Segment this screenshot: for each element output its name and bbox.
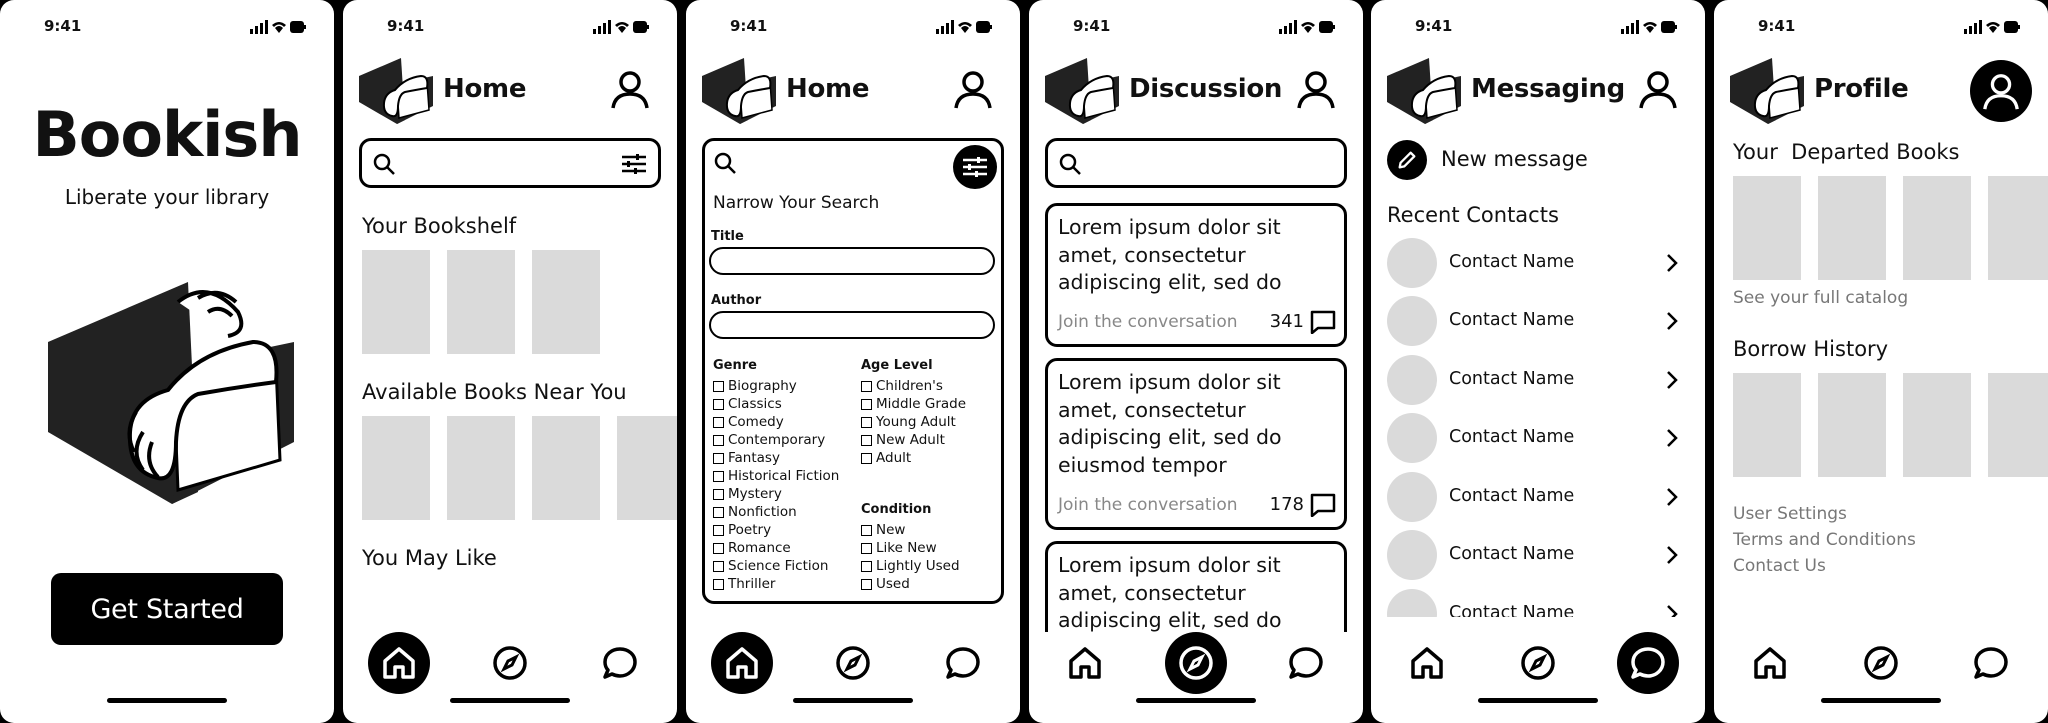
genre-option[interactable]: Romance (713, 539, 839, 557)
checkbox[interactable] (713, 399, 724, 410)
discussion-footer (1058, 308, 1336, 334)
avatar (1387, 238, 1437, 288)
home-indicator (107, 698, 227, 703)
compass-icon (1861, 643, 1901, 683)
book-tile[interactable] (1988, 176, 2048, 280)
contact-name: Contact Name (1449, 427, 1575, 447)
contact-row[interactable] (1387, 355, 1679, 407)
home-icon (1065, 643, 1105, 683)
checkbox[interactable] (861, 579, 872, 590)
search-icon (1058, 152, 1082, 176)
nav-explore[interactable] (1507, 632, 1569, 694)
book-tile[interactable] (447, 250, 515, 354)
search-icon[interactable] (713, 151, 737, 175)
genre-option[interactable]: Poetry (713, 521, 839, 539)
checkbox[interactable] (713, 579, 724, 590)
page-title: Profile (1814, 74, 1909, 104)
header (1387, 58, 1689, 122)
home-icon (722, 643, 762, 683)
nav-explore[interactable] (479, 632, 541, 694)
comment-icon (1310, 310, 1336, 334)
page-title: Home (443, 74, 527, 104)
age-level-heading: Age Level (861, 358, 933, 373)
bottom-nav (1029, 632, 1363, 700)
terms-link[interactable]: Terms and Conditions (1733, 530, 1916, 550)
age-option[interactable]: Young Adult (861, 413, 966, 431)
checkbox[interactable] (861, 435, 872, 446)
bottom-nav (343, 632, 677, 700)
section-you-may-like: You May Like (362, 546, 497, 570)
discussion-card[interactable] (1045, 358, 1347, 530)
condition-list (861, 501, 960, 593)
page-title: Home (786, 74, 870, 104)
bookish-logo (1045, 58, 1119, 124)
chevron-right-icon (1665, 427, 1679, 449)
age-level-list (861, 357, 966, 467)
chat-icon (600, 643, 640, 683)
nav-explore[interactable] (1850, 632, 1912, 694)
status-time: 9:41 (1415, 17, 1453, 35)
book-tile[interactable] (1903, 176, 1971, 280)
recent-contacts-heading: Recent Contacts (1387, 203, 1559, 227)
chat-icon (1286, 643, 1326, 683)
book-tile[interactable] (617, 416, 677, 520)
header (359, 58, 661, 122)
contact-row[interactable] (1387, 296, 1679, 348)
profile-screen (1714, 0, 2048, 723)
home-indicator (450, 698, 570, 703)
search-filter-screen (686, 0, 1020, 723)
nav-chat[interactable] (1275, 632, 1337, 694)
nav-explore[interactable] (822, 632, 884, 694)
condition-option[interactable]: Like New (861, 539, 960, 557)
checkbox[interactable] (861, 399, 872, 410)
home-indicator (793, 698, 913, 703)
avatar (1387, 472, 1437, 522)
contact-name: Contact Name (1449, 603, 1575, 617)
status-time: 9:41 (44, 17, 82, 35)
contact-row[interactable] (1387, 413, 1679, 465)
checkbox[interactable] (713, 381, 724, 392)
home-screen (343, 0, 677, 723)
search-icon (372, 152, 396, 176)
discussion-text: Lorem ipsum dolor sit amet, consectetur adipiscing elit, sed do (1058, 553, 1282, 632)
filter-panel (702, 138, 1004, 604)
bottom-nav (1714, 632, 2048, 700)
bottom-nav (1371, 632, 1705, 700)
status-bar (1029, 16, 1363, 36)
avatar (1387, 296, 1437, 346)
status-bar (1714, 16, 2048, 36)
bottom-nav (686, 632, 1020, 700)
genre-option[interactable]: Biography (713, 377, 839, 395)
book-tile[interactable] (1818, 176, 1886, 280)
condition-option[interactable]: Lightly Used (861, 557, 960, 575)
search-bar[interactable] (359, 138, 661, 188)
age-option[interactable]: Middle Grade (861, 395, 966, 413)
profile-avatar-button[interactable] (1970, 60, 2032, 122)
contact-row[interactable] (1387, 530, 1679, 582)
status-icons (936, 20, 992, 34)
genre-list (713, 357, 839, 593)
get-started-button[interactable]: Get Started (51, 573, 283, 645)
app-title: Bookish (32, 98, 302, 171)
chevron-right-icon (1665, 603, 1679, 617)
contact-row[interactable] (1387, 589, 1679, 617)
home-icon (1407, 643, 1447, 683)
nav-chat[interactable] (589, 632, 651, 694)
status-bar (0, 16, 334, 36)
discussion-text: Lorem ipsum dolor sit amet, consectetur adipiscing elit, sed do (1058, 215, 1282, 294)
book-tile[interactable] (1818, 373, 1886, 477)
genre-option[interactable]: Historical Fiction (713, 467, 839, 485)
compass-icon (1176, 643, 1216, 683)
condition-heading: Condition (861, 502, 932, 517)
discussion-card[interactable] (1045, 203, 1347, 347)
user-icon[interactable] (1637, 68, 1679, 110)
narrow-search-title: Narrow Your Search (713, 193, 880, 213)
bookish-logo (359, 58, 433, 124)
compass-icon (1518, 643, 1558, 683)
book-tile[interactable] (532, 416, 600, 520)
checkbox[interactable] (713, 453, 724, 464)
nav-home[interactable] (1396, 632, 1458, 694)
avatar (1387, 530, 1437, 580)
avatar (1387, 589, 1437, 617)
chevron-right-icon (1665, 252, 1679, 274)
checkbox[interactable] (713, 561, 724, 572)
home-indicator (1136, 698, 1256, 703)
departed-books-heading: Your Departed Books (1733, 140, 1960, 164)
borrow-history-heading: Borrow History (1733, 337, 1889, 361)
page-title: Discussion (1129, 74, 1283, 104)
age-option[interactable]: Children's (861, 377, 966, 395)
checkbox[interactable] (713, 471, 724, 482)
checkbox[interactable] (861, 525, 872, 536)
status-bar (1371, 16, 1705, 36)
user-icon[interactable] (609, 68, 651, 110)
status-icons (1279, 20, 1335, 34)
new-message-button[interactable] (1387, 140, 1427, 180)
contact-name: Contact Name (1449, 310, 1575, 330)
filter-icon (963, 156, 987, 178)
chevron-right-icon (1665, 486, 1679, 508)
new-message-label[interactable]: New message (1441, 147, 1588, 171)
user-icon[interactable] (952, 68, 994, 110)
header (1045, 58, 1347, 122)
title-label: Title (711, 229, 744, 244)
book-tile[interactable] (1903, 373, 1971, 477)
nav-chat[interactable] (1617, 632, 1679, 694)
join-conversation-link[interactable]: Join the conversation (1058, 312, 1238, 332)
genre-option[interactable]: Contemporary (713, 431, 839, 449)
home-icon (1750, 643, 1790, 683)
messaging-screen (1371, 0, 1705, 723)
nav-home[interactable] (368, 632, 430, 694)
avatar (1387, 355, 1437, 405)
title-field[interactable] (709, 247, 995, 275)
page-title: Messaging (1471, 74, 1625, 104)
header (702, 58, 1004, 122)
nav-explore[interactable] (1165, 632, 1227, 694)
checkbox[interactable] (861, 561, 872, 572)
genre-option[interactable]: Thriller (713, 575, 839, 593)
nav-home[interactable] (711, 632, 773, 694)
genre-option[interactable]: Fantasy (713, 449, 839, 467)
comment-count: 178 (1269, 494, 1304, 515)
discussion-screen (1029, 0, 1363, 723)
chat-icon (1628, 643, 1668, 683)
contact-name: Contact Name (1449, 486, 1575, 506)
chevron-right-icon (1665, 544, 1679, 566)
author-label: Author (711, 293, 762, 308)
contact-name: Contact Name (1449, 544, 1575, 564)
compass-icon (833, 643, 873, 683)
full-catalog-link[interactable]: See your full catalog (1733, 288, 1909, 308)
contact-name: Contact Name (1449, 369, 1575, 389)
section-your-bookshelf: Your Bookshelf (362, 214, 517, 238)
nav-chat[interactable] (932, 632, 994, 694)
author-field[interactable] (709, 311, 995, 339)
status-bar (686, 16, 1020, 36)
genre-option[interactable]: Nonfiction (713, 503, 839, 521)
book-tile[interactable] (1988, 373, 2048, 477)
book-tile[interactable] (362, 416, 430, 520)
genre-option[interactable]: Science Fiction (713, 557, 839, 575)
status-time: 9:41 (1758, 17, 1796, 35)
home-indicator (1821, 698, 1941, 703)
checkbox[interactable] (713, 489, 724, 500)
contact-name: Contact Name (1449, 252, 1575, 272)
filter-icon[interactable] (622, 153, 646, 175)
checkbox[interactable] (861, 417, 872, 428)
user-settings-link[interactable]: User Settings (1733, 504, 1847, 524)
comment-icon (1310, 493, 1336, 517)
discussion-footer (1058, 491, 1336, 517)
status-time: 9:41 (1073, 17, 1111, 35)
user-icon (1981, 71, 2021, 111)
avatar (1387, 413, 1437, 463)
discussion-text: Lorem ipsum dolor sit amet, consectetur adipiscing elit, sed do eiusmod tempor (1058, 370, 1282, 477)
book-tile[interactable] (1733, 176, 1801, 280)
checkbox[interactable] (861, 453, 872, 464)
search-bar[interactable] (1045, 138, 1347, 188)
contact-us-link[interactable]: Contact Us (1733, 556, 1826, 576)
bookish-logo (702, 58, 776, 124)
home-indicator (1478, 698, 1598, 703)
chat-icon (943, 643, 983, 683)
filter-toggle-button[interactable] (953, 145, 997, 189)
bookish-logo-illustration (48, 282, 294, 504)
checkbox[interactable] (713, 417, 724, 428)
chat-icon (1971, 643, 2011, 683)
checkbox[interactable] (713, 507, 724, 518)
app-tagline: Liberate your library (64, 185, 270, 209)
status-time: 9:41 (730, 17, 768, 35)
checkbox[interactable] (861, 381, 872, 392)
genre-option[interactable]: Comedy (713, 413, 839, 431)
status-icons (250, 20, 306, 34)
bookish-logo (1387, 58, 1461, 124)
checkbox[interactable] (713, 543, 724, 554)
condition-option[interactable]: Used (861, 575, 960, 593)
nav-home[interactable] (1739, 632, 1801, 694)
book-tile[interactable] (447, 416, 515, 520)
book-tile[interactable] (1733, 373, 1801, 477)
nav-chat[interactable] (1960, 632, 2022, 694)
chevron-right-icon (1665, 310, 1679, 332)
user-icon[interactable] (1295, 68, 1337, 110)
age-option[interactable]: Adult (861, 449, 966, 467)
book-tile[interactable] (532, 250, 600, 354)
genre-option[interactable]: Classics (713, 395, 839, 413)
compass-icon (490, 643, 530, 683)
home-icon (379, 643, 419, 683)
genre-heading: Genre (713, 358, 757, 373)
status-bar (343, 16, 677, 36)
status-icons (1964, 20, 2020, 34)
join-conversation-link[interactable]: Join the conversation (1058, 495, 1238, 515)
checkbox[interactable] (713, 435, 724, 446)
age-option[interactable]: New Adult (861, 431, 966, 449)
welcome-screen (0, 0, 334, 723)
book-tile[interactable] (362, 250, 430, 354)
contact-row[interactable] (1387, 472, 1679, 524)
bookish-logo (1730, 58, 1804, 124)
status-time: 9:41 (387, 17, 425, 35)
genre-option[interactable]: Mystery (713, 485, 839, 503)
contact-row[interactable] (1387, 238, 1679, 290)
checkbox[interactable] (713, 525, 724, 536)
comment-count: 341 (1269, 311, 1304, 332)
condition-option[interactable]: New (861, 521, 960, 539)
pencil-icon (1396, 149, 1418, 171)
checkbox[interactable] (861, 543, 872, 554)
section-available-books: Available Books Near You (362, 380, 627, 404)
status-icons (1621, 20, 1677, 34)
nav-home[interactable] (1054, 632, 1116, 694)
chevron-right-icon (1665, 369, 1679, 391)
status-icons (593, 20, 649, 34)
